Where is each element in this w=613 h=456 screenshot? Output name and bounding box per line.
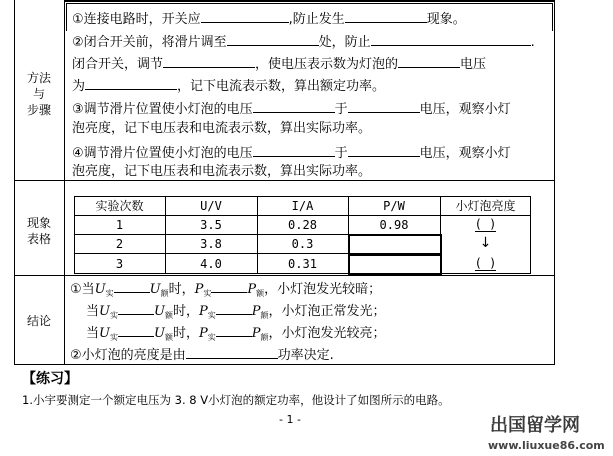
dt-h0 xyxy=(74,196,531,197)
step2a-line xyxy=(72,33,535,51)
c3-sub-actual: 实 xyxy=(109,333,118,342)
table-left-border xyxy=(14,0,15,365)
c1-u-actual: U xyxy=(94,282,106,297)
c2-suffix: ，小灯泡正常发光； xyxy=(268,304,386,319)
c2-blank-1[interactable] xyxy=(118,302,154,315)
step2b-text-b: ，使电压表示数为灯泡的 xyxy=(255,57,399,72)
step1-box-left xyxy=(66,3,67,31)
cell-u-1: 3.5 xyxy=(200,218,222,232)
conclusion-line-2 xyxy=(86,302,385,324)
c2-u-actual: U xyxy=(99,304,110,319)
step2c-line xyxy=(72,77,385,95)
cell-u-2: 3.8 xyxy=(200,237,222,251)
table-right-border xyxy=(554,0,555,365)
method-label-3: 步骤 xyxy=(26,103,51,117)
step2b-blank-2[interactable] xyxy=(398,55,460,68)
step4a-line xyxy=(72,144,511,162)
cell-i-3: 0.31 xyxy=(288,257,317,271)
step4a-text-a: ④调节滑片位置使小灯泡的电压 xyxy=(72,146,253,161)
c4-text-a: ②小灯泡的亮度是由 xyxy=(70,348,186,363)
c3-blank-1[interactable] xyxy=(118,324,154,337)
c2-sub-rated: 额 xyxy=(164,311,173,320)
dt-h4 xyxy=(74,273,531,274)
step2c-text-a: 为 xyxy=(72,79,86,94)
step4b-line: 泡亮度，记下电压表和电流表示数，算出实际功率。 xyxy=(72,164,372,179)
step3a-line xyxy=(72,100,511,118)
data-table xyxy=(74,196,531,274)
step4a-text-b: 于 xyxy=(334,146,348,161)
method-label-1: 方法 xyxy=(26,71,51,85)
step1-box-top xyxy=(66,3,553,4)
phenomenon-label-1: 现象 xyxy=(26,216,51,230)
c3-p-rated: P xyxy=(251,326,261,341)
step2b-text-c: 电压 xyxy=(460,57,487,72)
step3b-line: 泡亮度，记下电压表和电流表示数，算出实际功率。 xyxy=(72,121,372,136)
phenomenon-label-2: 表格 xyxy=(26,232,51,246)
step2b-blank-1[interactable] xyxy=(163,55,255,68)
row-divider-3 xyxy=(14,364,555,365)
c3-sub-p-actual: 实 xyxy=(207,333,216,342)
brightness-bracket-3[interactable] xyxy=(440,255,531,271)
c3-u-actual: U xyxy=(99,326,110,341)
c1-suffix: ，小灯泡发光较暗； xyxy=(264,282,382,297)
c3-mid: 时， xyxy=(172,326,199,341)
conclusion-line-1 xyxy=(70,280,381,302)
c3-sub-p-rated: 额 xyxy=(260,333,269,342)
c4-blank[interactable] xyxy=(186,346,278,359)
step1-blank-1[interactable] xyxy=(201,10,289,23)
c1-prefix: ①当 xyxy=(70,282,95,297)
practice-title: 【练习】 xyxy=(22,371,78,387)
page-number: - 1 - xyxy=(279,413,301,426)
conclusion-line-3 xyxy=(86,324,385,346)
step3a-blank-2[interactable] xyxy=(348,100,420,113)
step2a-text-b: 处，防止 xyxy=(318,35,371,50)
cell-i-1: 0.28 xyxy=(288,218,317,232)
practice-question-1: 1.小宇要测定一个额定电压为 3. 8 V小灯泡的额定功率，他设计了如图所示的电路。 xyxy=(22,393,450,407)
c1-sub-rated: 额 xyxy=(160,289,169,298)
c4-text-b: 功率决定. xyxy=(277,348,334,363)
step2c-blank-1[interactable] xyxy=(85,77,177,90)
row-divider-2 xyxy=(14,275,555,276)
cell-n-2: 2 xyxy=(115,237,124,251)
step2c-text-b: ，记下电流表示数，算出额定功率。 xyxy=(177,79,386,94)
c3-u-rated: U xyxy=(153,326,165,341)
th-brightness: 小灯泡亮度 xyxy=(455,199,516,213)
c2-mid: 时， xyxy=(172,304,199,319)
step2a-blank-1[interactable] xyxy=(227,33,319,46)
c2-p-rated: P xyxy=(251,304,261,319)
th-current: I/A xyxy=(291,199,314,213)
brightness-bracket-1[interactable] xyxy=(440,216,531,232)
method-label-2: 与 xyxy=(32,87,45,101)
c2-blank-2[interactable] xyxy=(216,302,252,315)
c1-p-rated: P xyxy=(247,282,257,297)
table-top-bold xyxy=(64,0,555,2)
step1-box-right xyxy=(552,3,553,31)
step3a-blank-1[interactable] xyxy=(253,100,335,113)
c2-sub-actual: 实 xyxy=(109,311,118,320)
c3-prefix: 当 xyxy=(86,326,100,341)
step1-line xyxy=(72,10,466,28)
c2-sub-p-actual: 实 xyxy=(207,311,216,320)
step4a-blank-2[interactable] xyxy=(348,144,420,157)
c2-prefix: 当 xyxy=(86,304,100,319)
watermark-cn: 出国留学网 xyxy=(490,415,580,436)
step1-text-a: ①连接电路时，开关应 xyxy=(72,12,201,27)
c1-sub-p-actual: 实 xyxy=(203,289,212,298)
bracket-1-text: ( ) xyxy=(474,217,497,231)
watermark-url: www.liuxue86.com xyxy=(488,439,605,452)
cell-p-1: 0.98 xyxy=(379,218,409,232)
step2a-blank-2[interactable] xyxy=(371,33,531,46)
step1-text-b: ,防止发生 xyxy=(288,12,345,27)
cell-n-1: 1 xyxy=(115,218,124,232)
c3-sub-rated: 额 xyxy=(164,333,173,342)
c2-u-rated: U xyxy=(153,304,165,319)
step1-text-c: 现象。 xyxy=(426,12,466,27)
bracket-3-text: ( ) xyxy=(474,256,497,270)
c1-p-actual: P xyxy=(194,282,204,297)
step2b-text-a: 闭合开关，调节 xyxy=(72,57,164,72)
step3a-text-c: 电压，观察小灯 xyxy=(419,102,511,117)
step4a-text-c: 电压，观察小灯 xyxy=(419,146,511,161)
c1-sub-p-rated: 额 xyxy=(256,289,265,298)
p-cell-box-3[interactable] xyxy=(348,253,442,275)
c1-mid: 时， xyxy=(168,282,195,297)
step1-blank-2[interactable] xyxy=(345,10,427,23)
conclusion-line-4 xyxy=(70,346,334,364)
cell-i-2: 0.3 xyxy=(291,237,314,251)
down-arrow-icon: ↓ xyxy=(479,235,492,251)
table-divider-col xyxy=(64,0,65,365)
step2a-text-c: . xyxy=(530,35,535,50)
c1-blank-2[interactable] xyxy=(211,280,247,293)
c3-suffix: ，小灯泡发光较亮； xyxy=(268,326,386,341)
th-power: P/W xyxy=(383,199,405,213)
c1-blank-1[interactable] xyxy=(114,280,150,293)
row-divider-1 xyxy=(14,180,555,181)
cell-n-3: 3 xyxy=(115,257,124,271)
c1-u-rated: U xyxy=(149,282,161,297)
cell-u-3: 4.0 xyxy=(200,257,222,271)
th-voltage: U/V xyxy=(200,199,222,213)
c2-sub-p-rated: 额 xyxy=(260,311,269,320)
step2b-line xyxy=(72,55,486,73)
step2a-text-a: ②闭合开关前，将滑片调至 xyxy=(72,35,227,50)
c2-p-actual: P xyxy=(198,304,208,319)
step3a-text-a: ③调节滑片位置使小灯泡的电压 xyxy=(72,102,253,117)
c3-p-actual: P xyxy=(198,326,208,341)
th-trial: 实验次数 xyxy=(95,199,144,213)
step3a-text-b: 于 xyxy=(334,102,348,117)
step4a-blank-1[interactable] xyxy=(253,144,335,157)
c3-blank-2[interactable] xyxy=(216,324,252,337)
conclusion-label: 结论 xyxy=(26,314,51,328)
c1-sub-actual: 实 xyxy=(105,289,114,298)
